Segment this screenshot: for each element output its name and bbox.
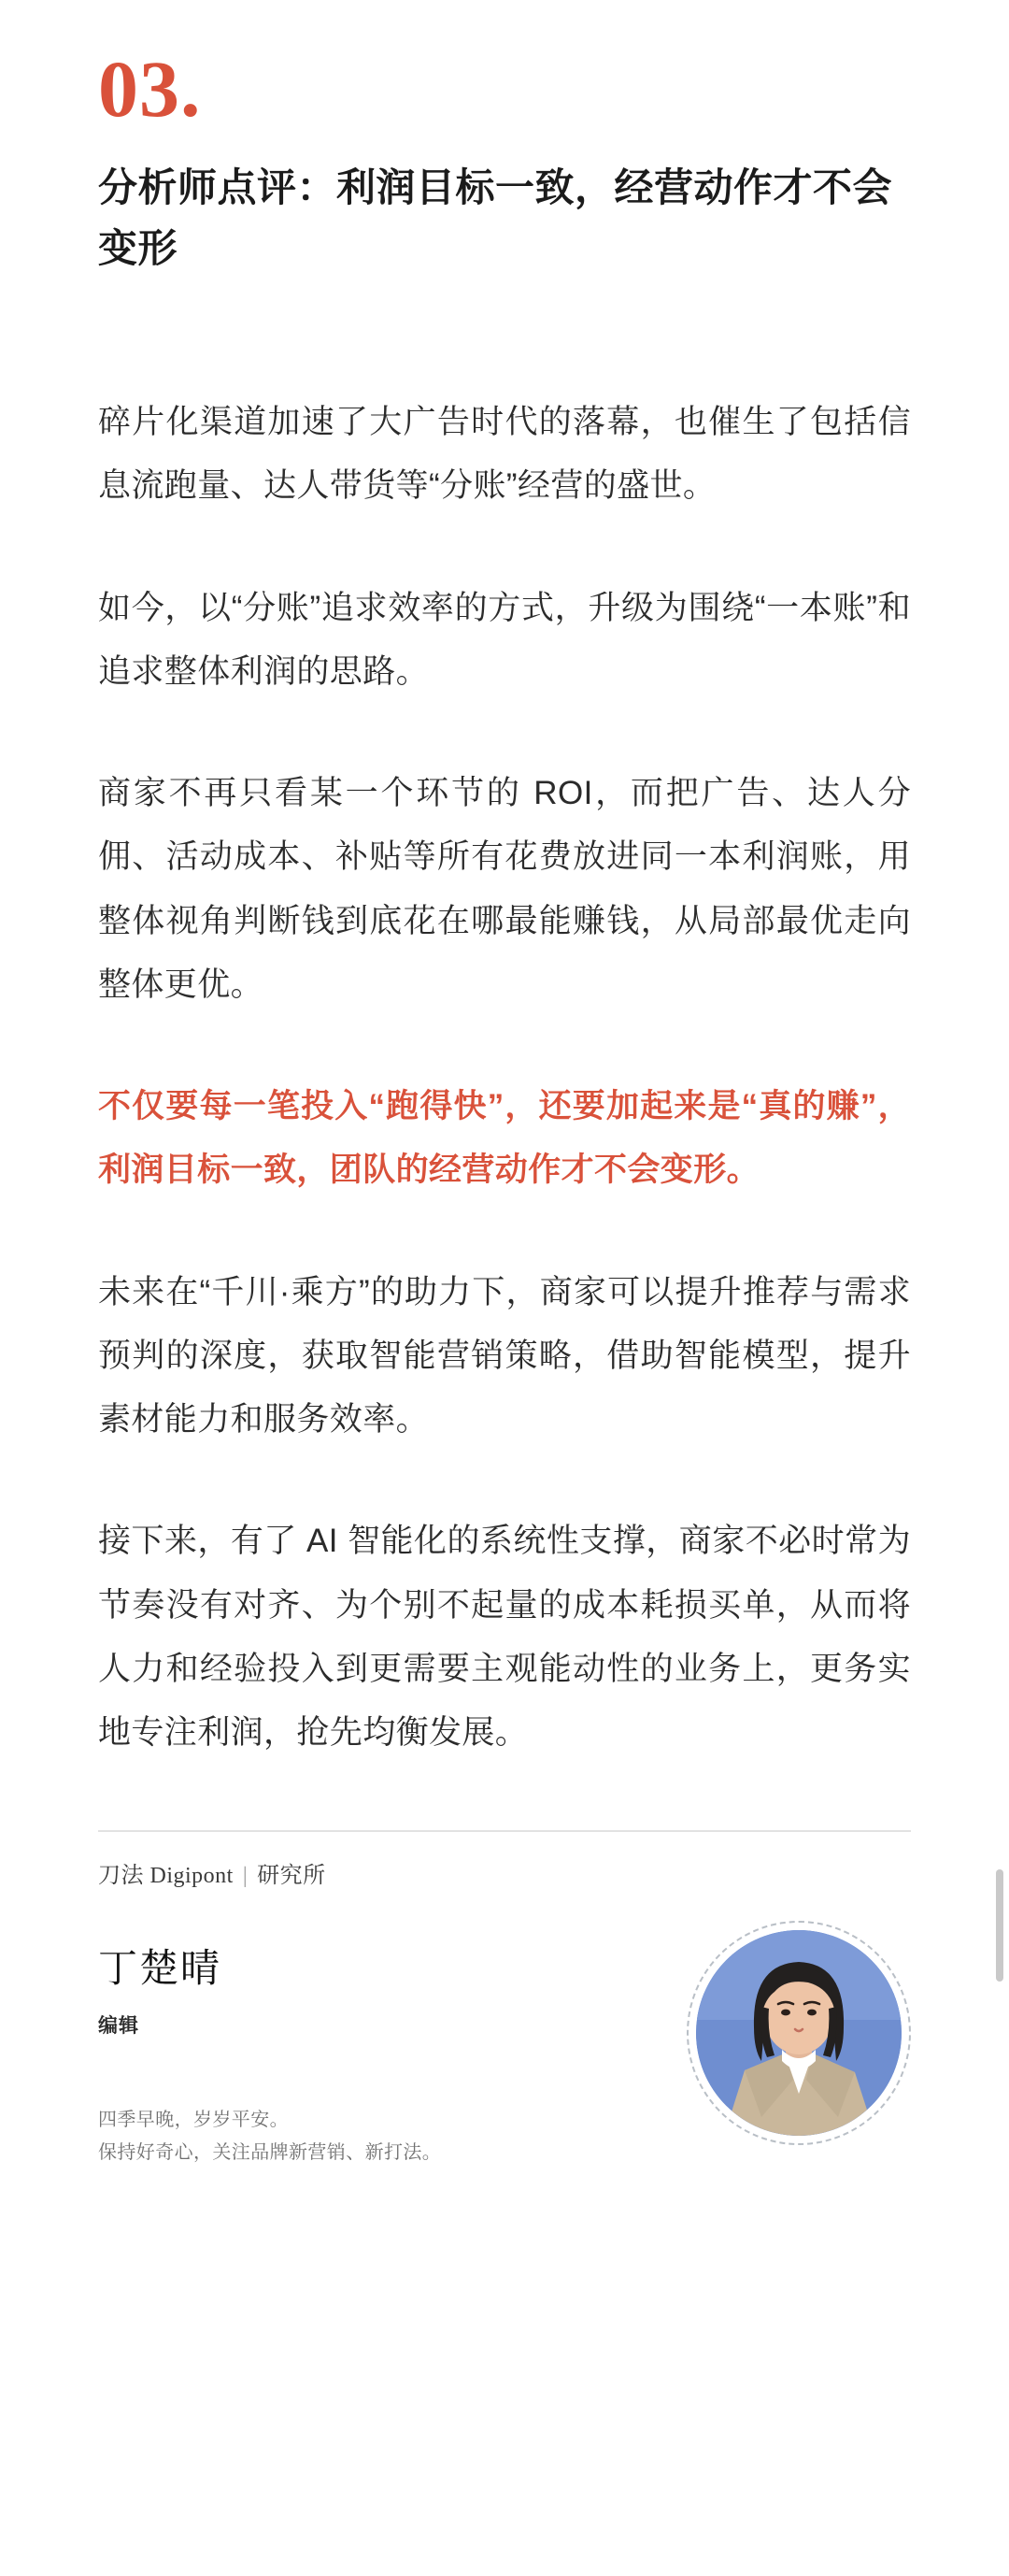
author-footer: [98, 1830, 911, 2169]
paragraph: 接下来，有了 AI 智能化的系统性支撑，商家不必时常为节奏没有对齐、为个别不起量的成本耗损买单，从而将人力和经验投入到更需要主观能动性的业务上，更务实地专注利润，抢先均衡发展。: [98, 1523, 911, 1752]
avatar: [687, 1921, 911, 2145]
author-role: 编辑: [98, 2015, 139, 2038]
section-number: 03.: [98, 44, 202, 134]
brand-suffix: 研究所: [257, 1864, 326, 1889]
brand-line: [98, 1856, 911, 1889]
paragraph: 商家不再只看某一个环节的 ROI，而把广告、达人分佣、活动成本、补贴等所有花费放进同一本利润账，用整体视角判断钱到底花在哪最能赚钱，从局部最优走向整体更优。: [98, 775, 911, 1003]
motto-line-2: 保持好奇心，关注品牌新营销、新打法。: [98, 2142, 442, 2164]
paragraph: 未来在“千川·乘方”的助力下，商家可以提升推荐与需求预判的深度，获取智能营销策略，借助智能模型，提升素材能力和服务效率。: [98, 1273, 911, 1438]
motto-line-1: 四季早晚，岁岁平安。: [98, 2110, 289, 2131]
scrollbar-thumb[interactable]: [996, 1869, 1003, 1982]
page-title: 分析师点评：利润目标一致，经营动作才不会变形: [98, 165, 893, 271]
paragraph: 如今，以“分账”追求效率的方式，升级为围绕“一本账”和追求整体利润的思路。: [98, 589, 911, 690]
brand-name: 刀法 Digipont: [98, 1864, 234, 1889]
paragraph: 碎片化渠道加速了大广告时代的落幕，也催生了包括信息流跑量、达人带货等“分账”经营的盛世。: [98, 404, 911, 505]
author-name: 丁楚晴: [98, 1948, 222, 1992]
article-body: [98, 391, 911, 1765]
paragraph-highlight: 不仅要每一笔投入“跑得快”，还要加起来是“真的赚”，利润目标一致，团队的经营动作才不会变形。: [98, 1088, 911, 1189]
avatar-photo: [696, 1930, 902, 2136]
brand-separator: |: [242, 1864, 249, 1889]
